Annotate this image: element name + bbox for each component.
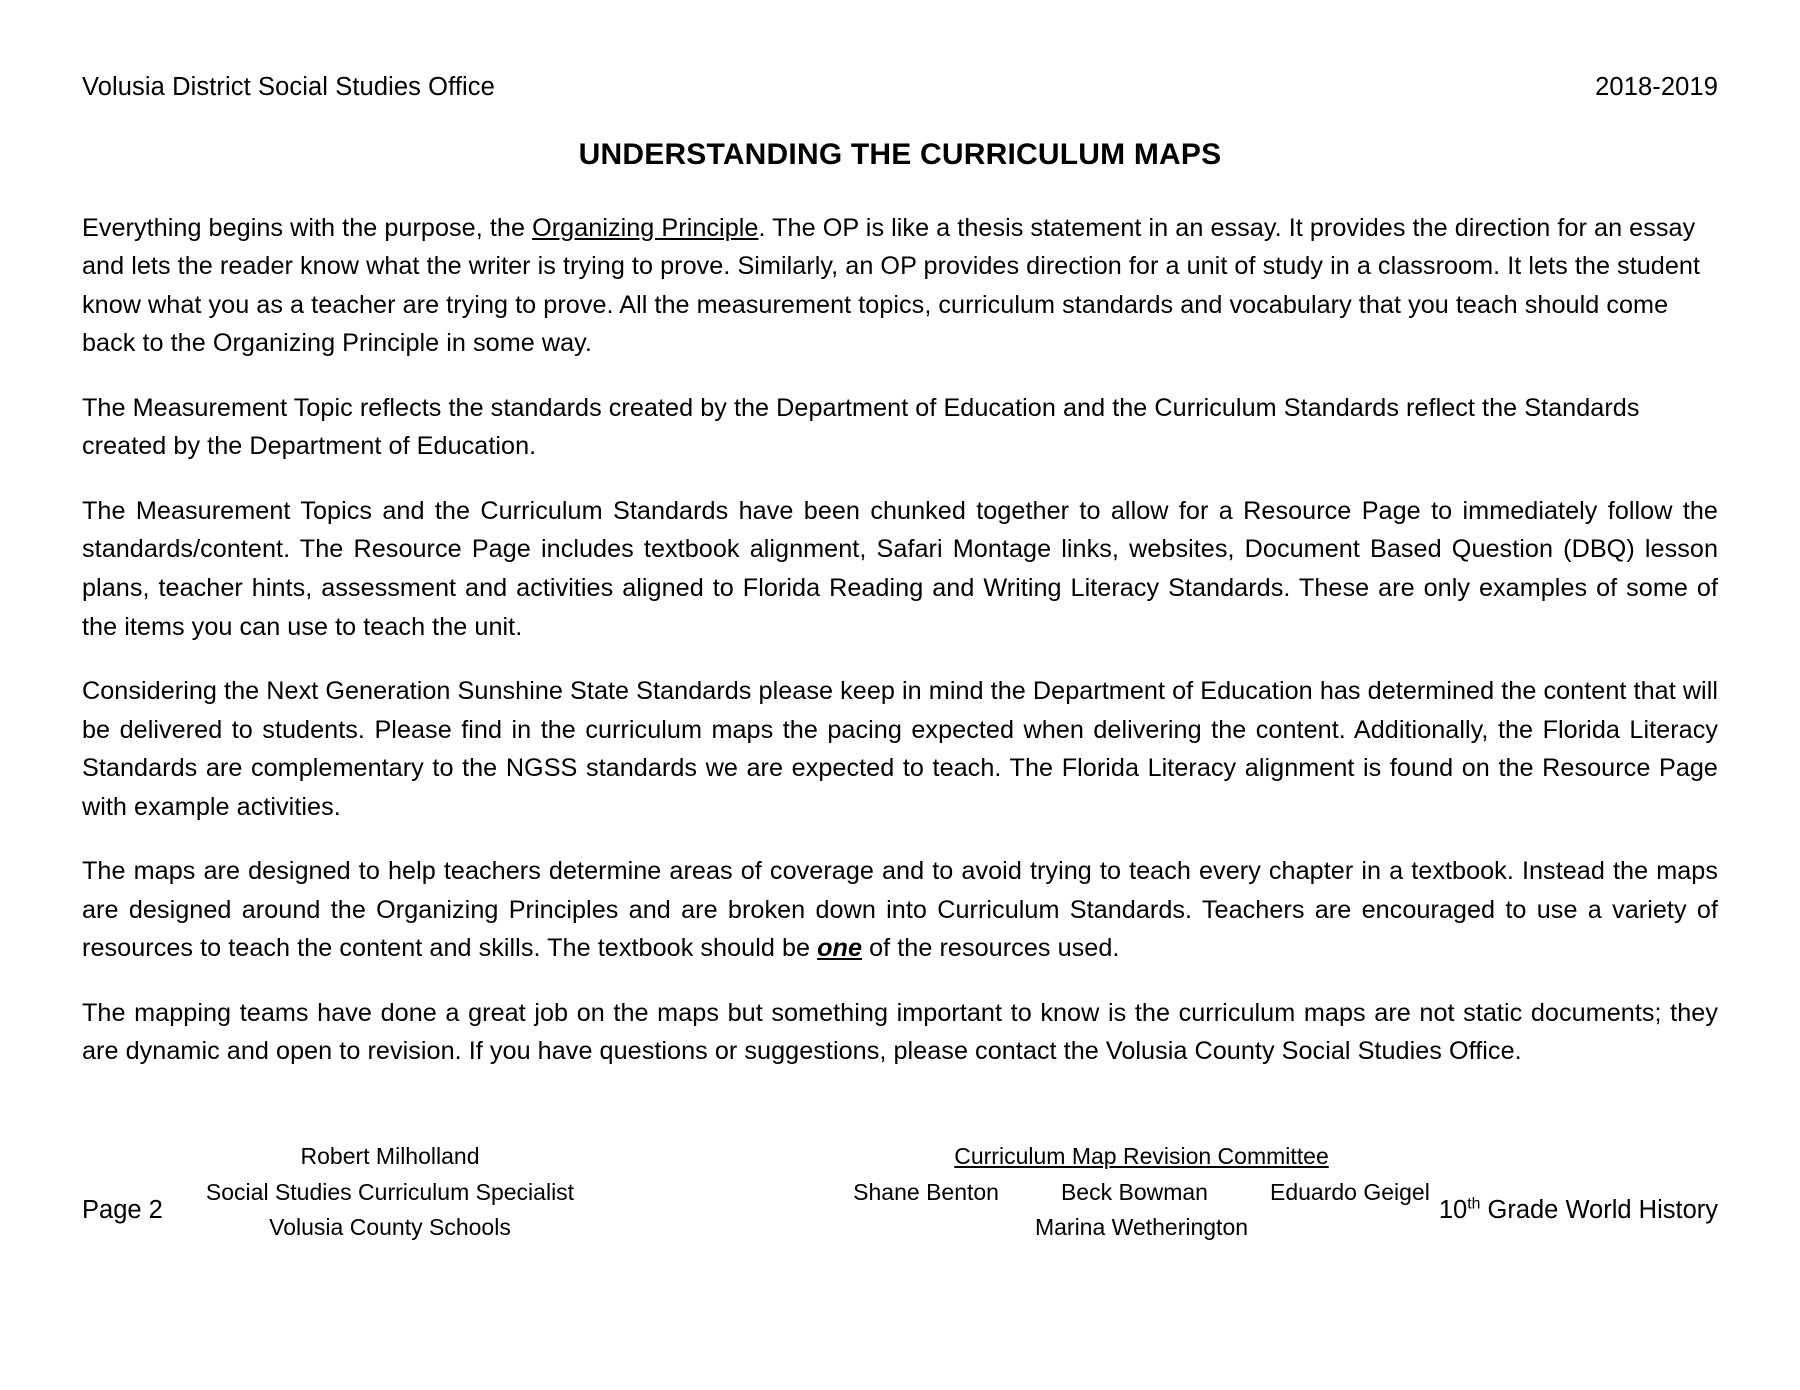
signature-block — [82, 1139, 1718, 1246]
committee-heading-text: Curriculum Map Revision Committee — [954, 1142, 1329, 1169]
paragraph-2: The Measurement Topic reflects the standards created by the Department of Education and the Curriculum Standards reflect the Standards created by the Department of Education. — [82, 393, 1640, 461]
paragraph-5 — [82, 852, 1718, 968]
committee-member: Shane Benton — [853, 1178, 999, 1205]
page-title: UNDERSTANDING THE CURRICULUM MAPS — [578, 137, 1222, 171]
header-school-year: 2018-2019 — [1595, 73, 1718, 101]
paragraph-3: The Measurement Topics and the Curriculum Standards have been chunked together to allow for a Resource Page to immediately follow the standards/content. The Resource Page includes textbook alignment, Safari Montage links, websites, Document Based Question (DBQ) lesson plans, teacher hints, assessment and activities aligned to Florida Reading and Writing Literacy Standards. These are only examples of some of the items you can use to teach the unit. — [82, 496, 1718, 641]
signature-specialist — [130, 1139, 650, 1246]
specialist-organization: Volusia County Schools — [269, 1214, 511, 1241]
paragraph-1 — [82, 209, 1718, 363]
specialist-role: Social Studies Curriculum Specialist — [205, 1178, 575, 1205]
signature-committee — [745, 1139, 1538, 1246]
emphasized-word-one: one — [817, 934, 863, 963]
paragraph-5-text-before: The maps are designed to help teachers determine areas of coverage and to avoid trying to teach every chapter in a textbook. Instead the maps are designed around the Organizing Principles and are broken down into Curriculum Standards. Teachers are encouraged to use a variety of resources to teach the content and skills. The textbook should be — [82, 857, 1718, 963]
document-content — [82, 0, 1718, 1246]
footer-course-name: Grade World History — [1480, 1196, 1718, 1224]
document-header — [82, 72, 1718, 103]
paragraph-5-text-after: of the resources used. — [862, 934, 1120, 963]
document-footer — [82, 1196, 1718, 1225]
committee-member: Eduardo Geigel — [1269, 1178, 1430, 1205]
footer-grade-ordinal: th — [1467, 1195, 1481, 1213]
header-office-name: Volusia District Social Studies Office — [82, 73, 495, 101]
specialist-name: Robert Milholland — [300, 1142, 480, 1169]
footer-page-number: Page 2 — [82, 1196, 163, 1224]
footer-course-title — [1439, 1196, 1718, 1225]
organizing-principle-term: Organizing Principle — [532, 213, 759, 242]
paragraph-1-text-before: Everything begins with the purpose, the — [82, 213, 533, 242]
paragraph-6: The mapping teams have done a great job on the maps but something important to know is the curriculum maps are not static documents; they are dynamic and open to revision. If you have questions or suggestions, please contact the Volusia County Social Studies Office. — [82, 998, 1718, 1066]
committee-members-row-2: Marina Wetherington — [1034, 1214, 1249, 1241]
document-body — [82, 209, 1718, 1071]
footer-grade-number: 10 — [1438, 1196, 1468, 1224]
paragraph-4: Considering the Next Generation Sunshine State Standards please keep in mind the Department of Education has determined the content that will be delivered to students. Please find in the curriculum maps the pacing expected when delivering the content. Additionally, the Florida Literacy Standards are complementary to the NGSS standards we are expected to teach. The Florida Literacy alignment is found on the Resource Page with example activities. — [82, 677, 1718, 821]
paragraph-1-text-after: . The OP is like a thesis statement in an essay. It provides the direction for an essay and lets the reader know what the writer is trying to prove. Similarly, an OP provides direction for a unit of study in a classroom. It lets the student know what you as a teacher are trying to prove. All the measurement topics, curriculum standards and vocabulary that you teach should come back to the Organizing Principle in some way. — [82, 213, 1701, 358]
committee-heading — [745, 1139, 1538, 1175]
committee-member: Beck Bowman — [1060, 1178, 1208, 1205]
